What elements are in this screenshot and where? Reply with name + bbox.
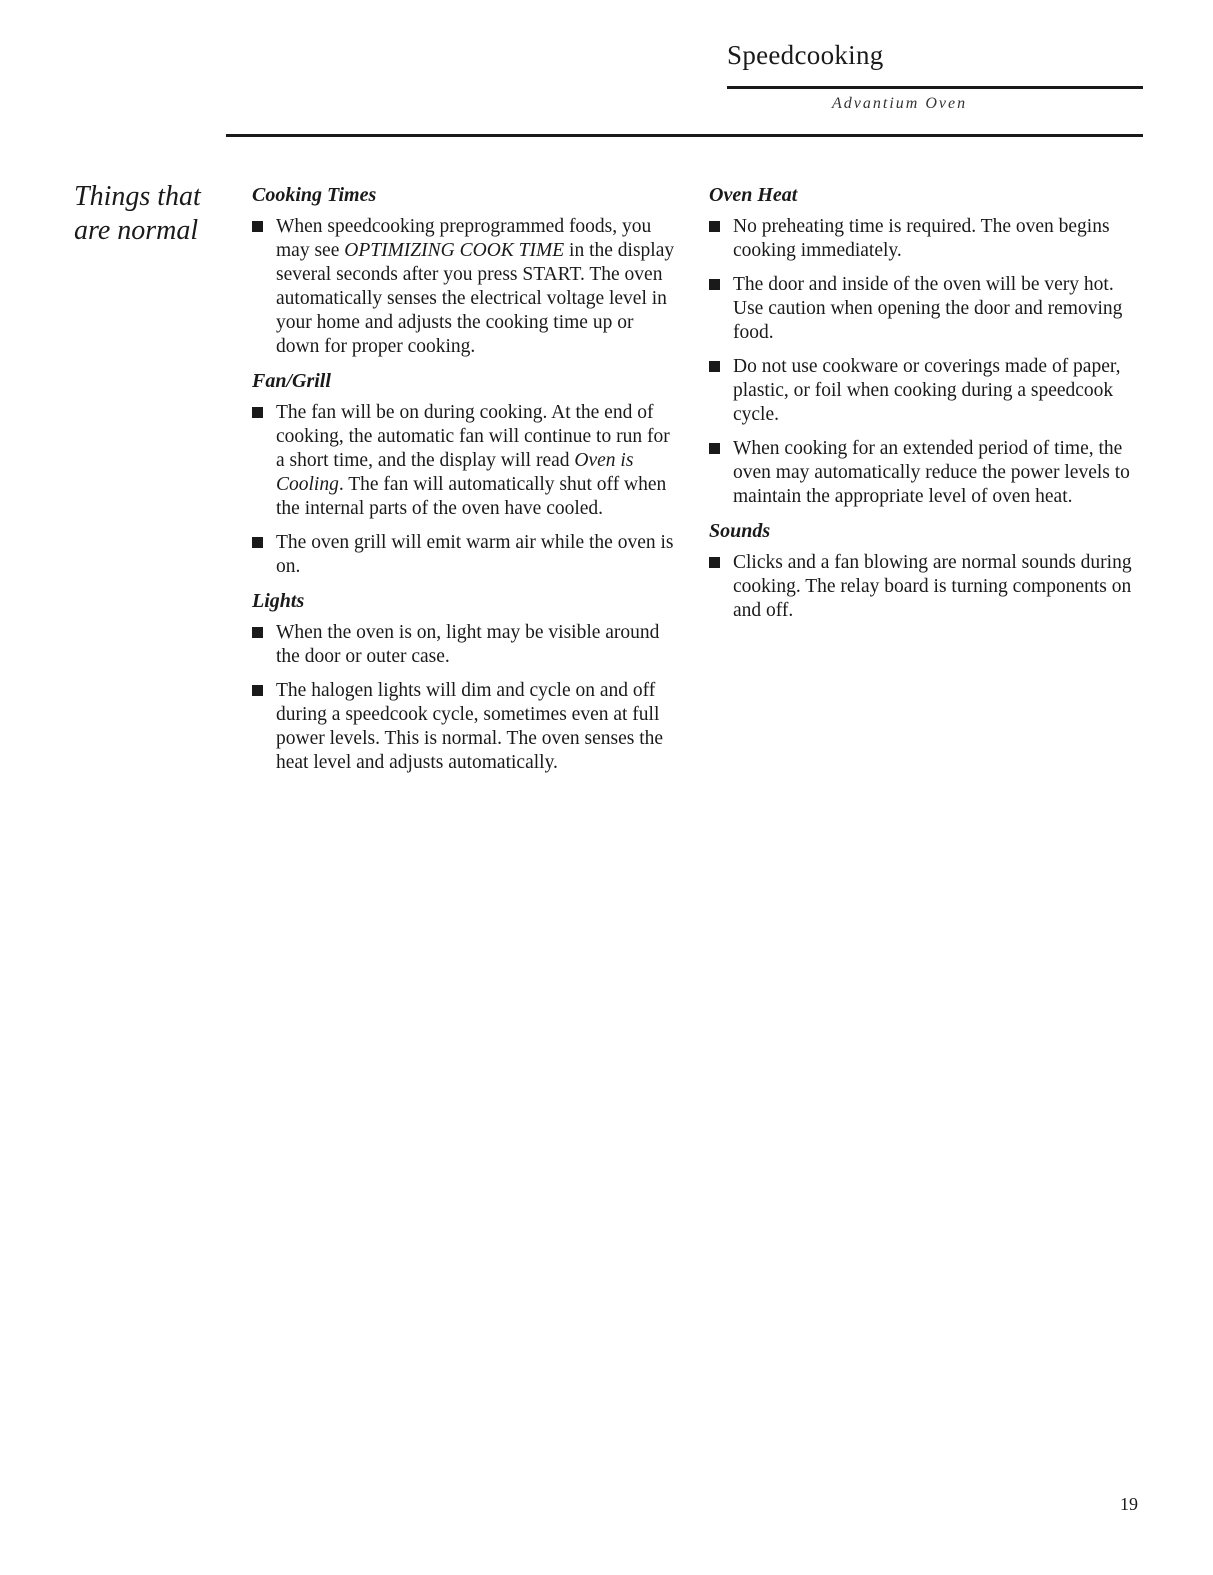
section-title-oven-heat: Oven Heat (709, 184, 798, 206)
section-title-sounds: Sounds (709, 520, 771, 542)
list-item (709, 215, 1145, 263)
bullet-square-icon (709, 557, 720, 568)
bullet-square-icon (252, 221, 263, 232)
bullet-square-icon (709, 221, 720, 232)
bullet-square-icon (709, 279, 720, 290)
list-item (252, 531, 680, 579)
bullet-square-icon (252, 685, 263, 696)
bullet-text: The halogen lights will dim and cycle on and off during a speedcook cycle, sometimes even at full power levels. This is normal. The oven senses the heat level and adjusts automatically. (276, 680, 664, 773)
bullet-text: Do not use cookware or coverings made of paper, plastic, or foil when cooking during a speedcook cycle. (733, 356, 1121, 425)
bullet-text: When speedcooking preprogrammed foods, you may see (276, 216, 652, 261)
section-title-fan-grill: Fan/Grill (252, 370, 331, 392)
cooking-times-list (252, 215, 680, 359)
list-item (252, 215, 680, 359)
side-heading-line-2: are normal (74, 215, 199, 246)
header-rule-long (226, 134, 1143, 137)
bullet-text: in the display several seconds after you press START. The oven automatically senses the electrical voltage level in your home and adjusts the cooking time up or down for proper cooking. (276, 240, 675, 357)
bullet-square-icon (709, 443, 720, 454)
bullet-square-icon (252, 627, 263, 638)
side-heading (74, 180, 224, 248)
display-message: Oven is Cooling (276, 450, 634, 495)
left-column (252, 183, 680, 785)
list-item (709, 551, 1145, 623)
bullet-text: When the oven is on, light may be visible around the door or outer case. (276, 622, 660, 667)
bullet-text: The fan will be on during cooking. At the end of cooking, the automatic fan will continue to run for a short time, and the display will read (276, 402, 670, 471)
section-title-cooking-times: Cooking Times (252, 184, 377, 206)
section-title-lights: Lights (252, 590, 305, 612)
bullet-square-icon (709, 361, 720, 372)
list-item (709, 355, 1145, 427)
display-message: OPTIMIZING COOK TIME (344, 240, 565, 261)
header-rule-short (727, 86, 1143, 89)
bullet-text: When cooking for an extended period of time, the oven may automatically reduce the power levels to maintain the appropriate level of oven heat. (733, 438, 1130, 507)
bullet-text: . The fan will automatically shut off when the internal parts of the oven have cooled. (276, 474, 667, 519)
list-item (709, 273, 1145, 345)
page-header-title: Speedcooking (727, 40, 884, 70)
list-item (252, 621, 680, 669)
list-item (252, 679, 680, 775)
bullet-text: Clicks and a fan blowing are normal sounds during cooking. The relay board is turning components on and off. (733, 552, 1132, 621)
page-number: 19 (1120, 1494, 1138, 1514)
bullet-text: No preheating time is required. The oven begins cooking immediately. (733, 216, 1110, 261)
bullet-square-icon (252, 537, 263, 548)
list-item (709, 437, 1145, 509)
list-item (252, 401, 680, 521)
side-heading-line-1: Things that (74, 181, 201, 212)
sounds-list (709, 551, 1145, 623)
bullet-text: The door and inside of the oven will be very hot. Use caution when opening the door and removing food. (733, 274, 1123, 343)
fan-grill-list (252, 401, 680, 579)
bullet-square-icon (252, 407, 263, 418)
lights-list (252, 621, 680, 775)
bullet-text: The oven grill will emit warm air while the oven is on. (276, 532, 674, 577)
page-header-subtitle: Advantium Oven (832, 95, 968, 112)
right-column (709, 183, 1145, 633)
oven-heat-list (709, 215, 1145, 509)
